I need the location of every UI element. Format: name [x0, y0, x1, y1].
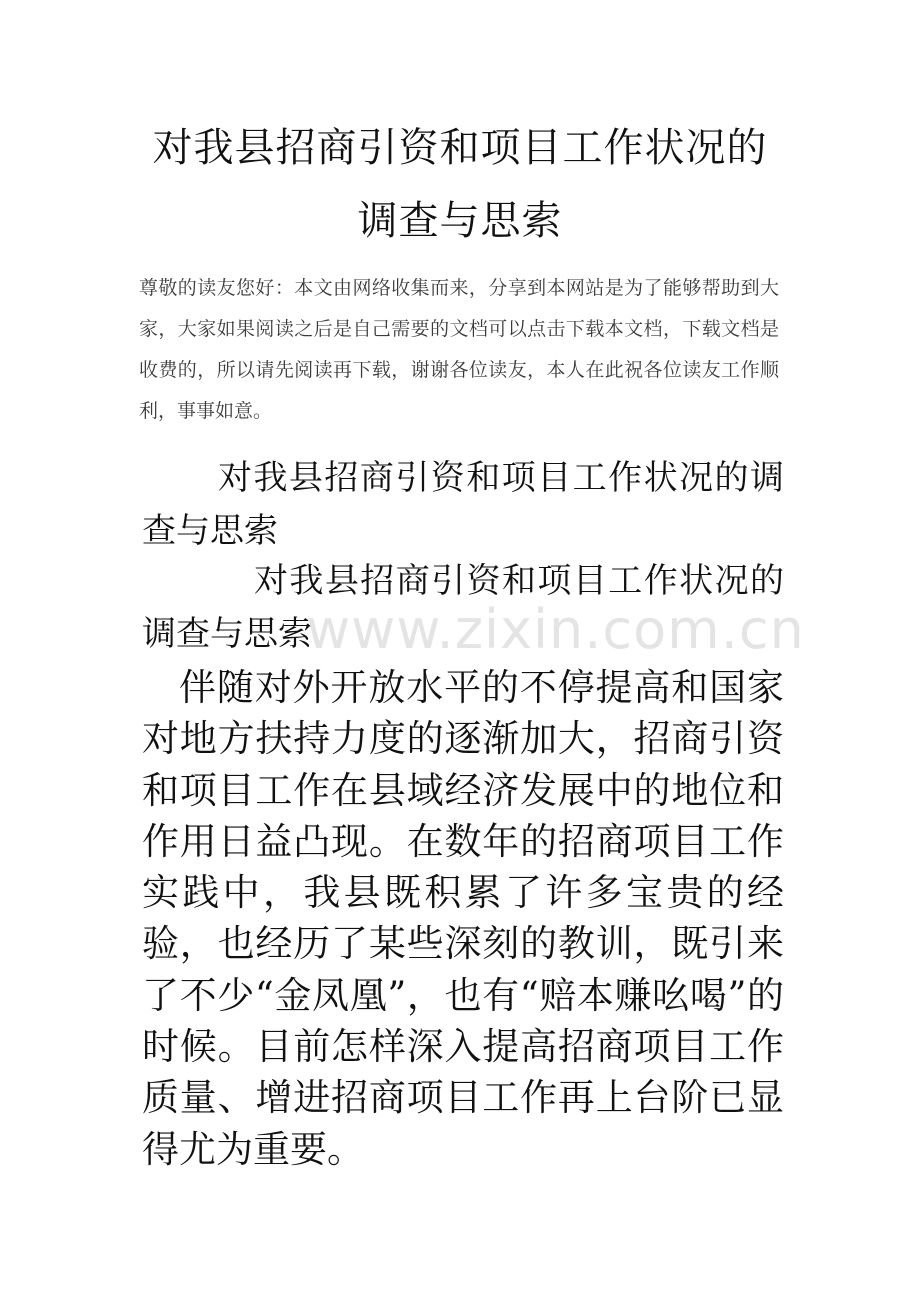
document-title-line-1: 对我县招商引资和项目工作状况的	[152, 125, 768, 171]
body-paragraph: 伴随对外开放水平的不停提高和国家对地方扶持力度的逐渐加大，招商引资和项目工作在县域经济发展中的地位和作用日益凸现。在数年的招商项目工作实践中，我县既积累了许多宝贵的经验，也经历了某些深刻的教训，既引来了不少“金凤凰”，也有“赔本赚吆喝”的时候。目前怎样深入提高招商项目工作质量、增进招商项目工作再上台阶已显得尤为重要。	[142, 666, 784, 1171]
sub-heading-2: 对我县招商引资和项目工作状况的调查与思索	[142, 561, 784, 654]
document-title-line-2: 调查与思索	[357, 198, 563, 244]
reader-notice: 尊敬的读友您好：本文由网络收集而来，分享到本网站是为了能够帮助到大家，大家如果阅读之后是自己需要的文档可以点击下载本文档，下载文档是收费的，所以请先阅读再下载，谢谢各位读友，本人在此祝各位读友工作顺利，事事如意。	[139, 277, 779, 422]
watermark: www.zixin.com.cn	[306, 598, 805, 661]
sub-heading-1: 对我县招商引资和项目工作状况的调查与思索	[142, 458, 784, 551]
